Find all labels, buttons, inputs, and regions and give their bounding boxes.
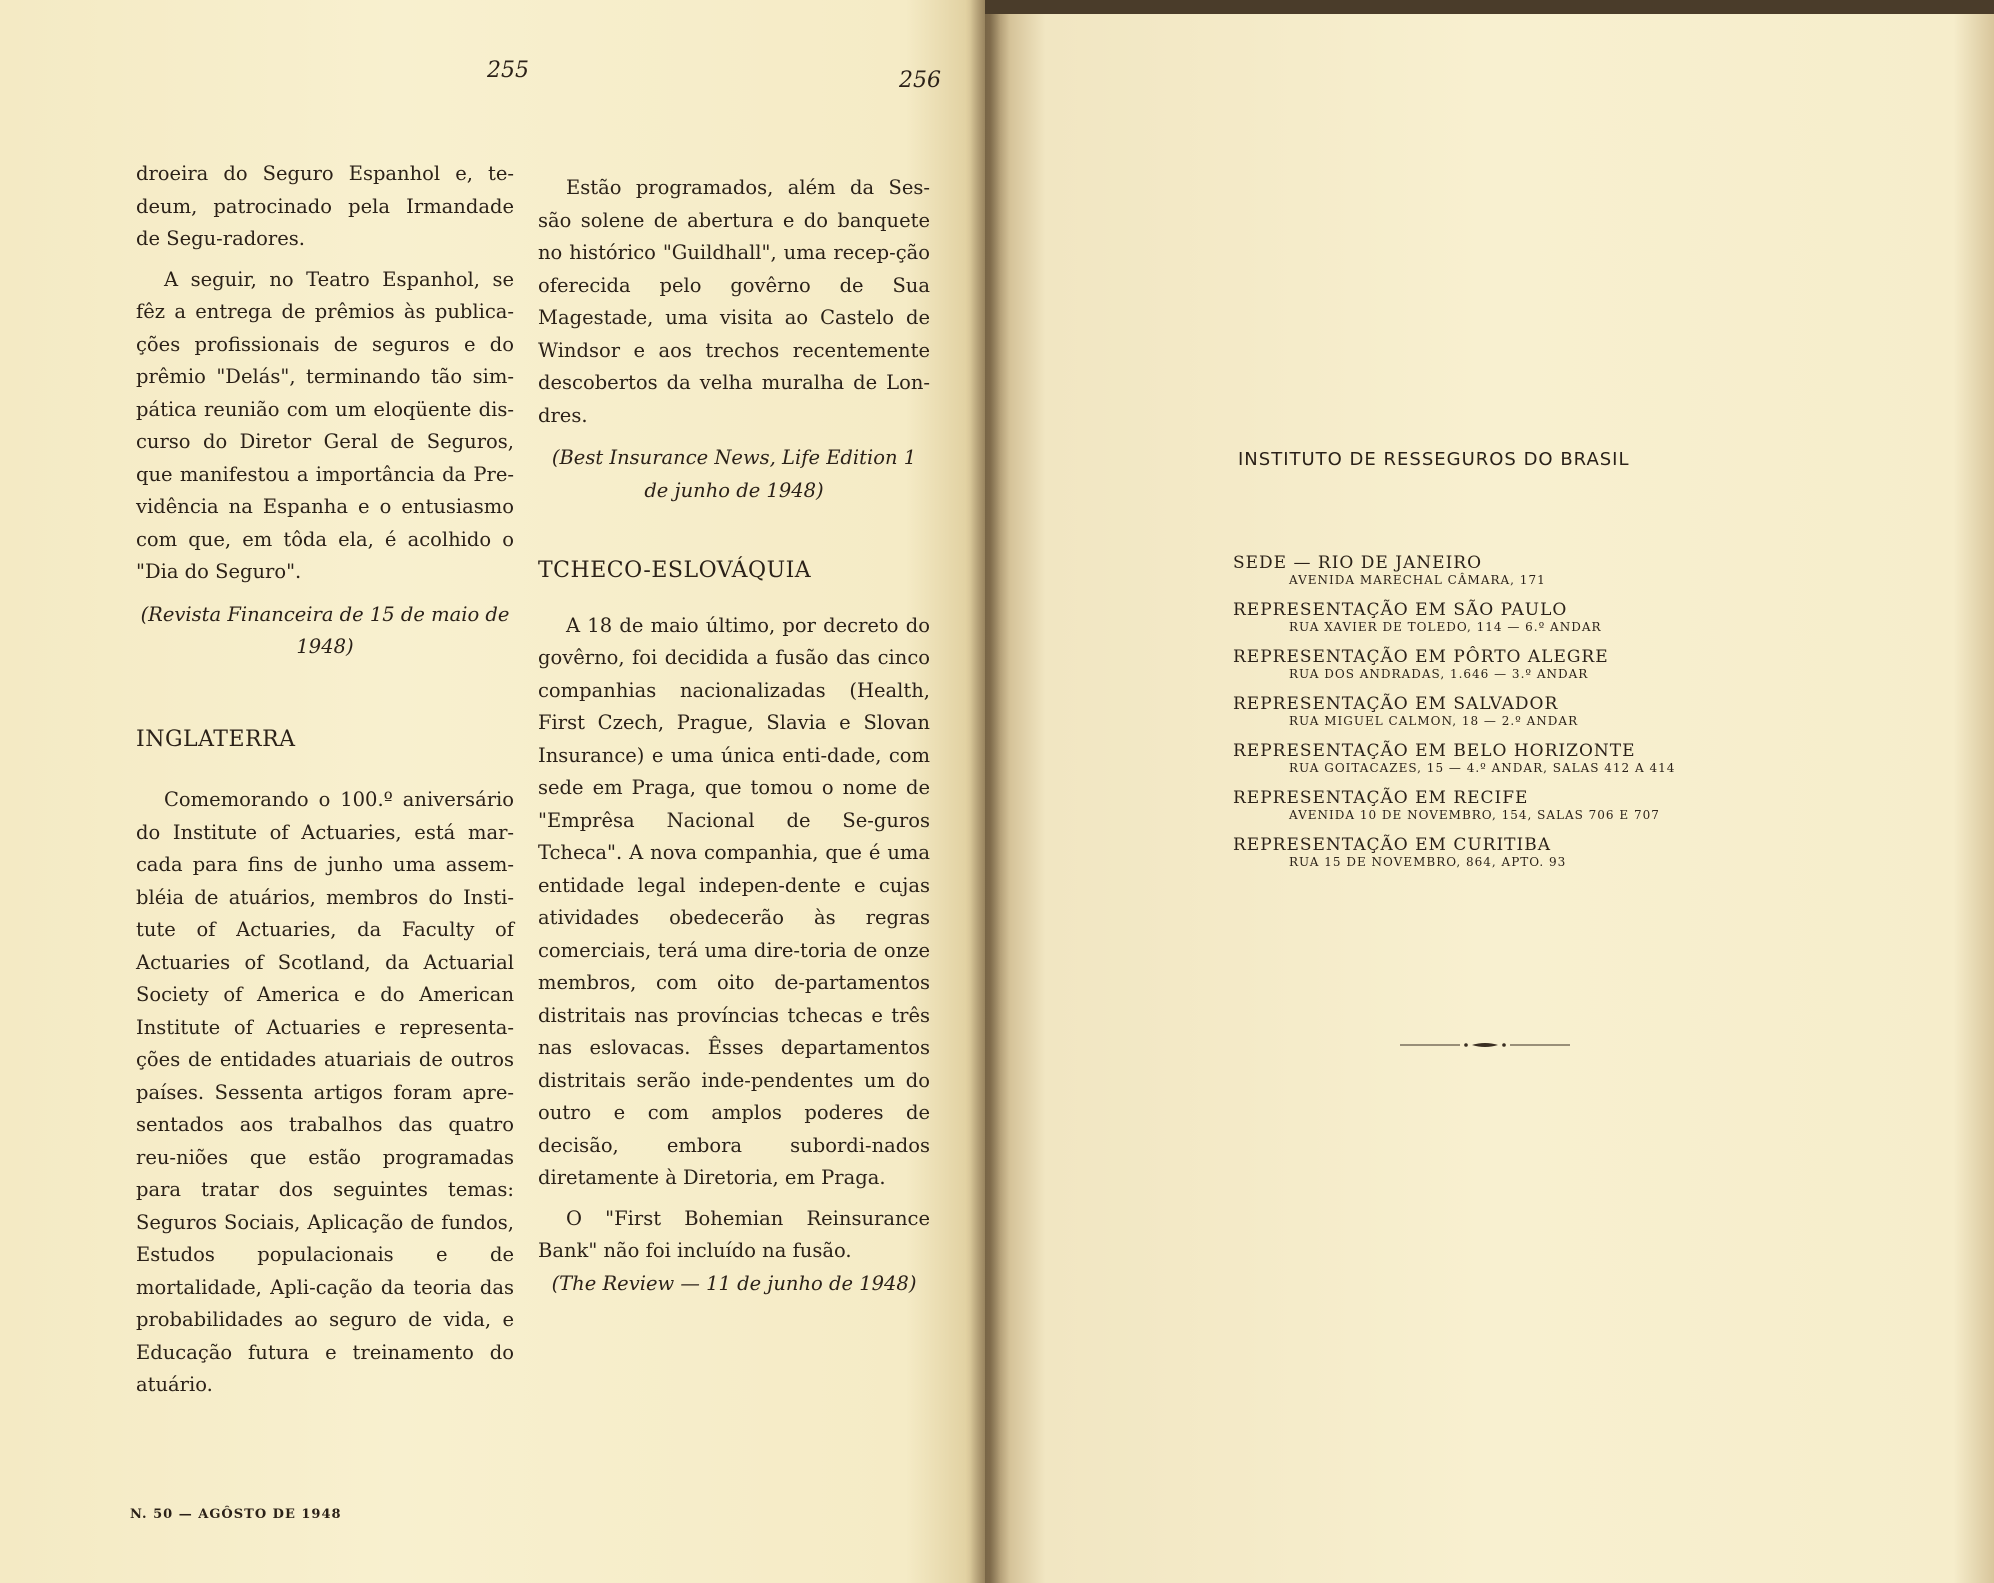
address-entry <box>1233 694 1793 728</box>
footer-issue: N. 50 — AGÔSTO DE 1948 <box>130 1507 342 1522</box>
page-number-256: 256 <box>899 68 941 93</box>
paragraph: Estão programados, além da Ses-são solene de abertura e do banquete no histórico "Guildhall", uma recep-ção oferecida pelo govêrno de Sua Magestade, uma visita ao Castelo de Windsor e aos trechos recentemente descobertos da velha muralha de Lon-dres. <box>538 176 930 427</box>
paragraph: A 18 de maio último, por decreto do govêrno, foi decidida a fusão das cinco companhias nacionalizadas (Health, First Czech, Prague, Slavia e Slovan Insurance) e uma única enti-dade, com sede em Praga, que tomou o nome de "Emprêsa Nacional de Se-guros Tcheca". A nova companhia, que é uma entidade legal indepen-dente e cujas atividades obedecerão às regras comerciais, terá uma dire-toria de onze membros, com oito de-partamentos distritais nas províncias tchecas e três nas eslovacas. Êsses departamentos distritais serão inde-pendentes um do outro e com amplos poderes de decisão, embora subordi-nados diretamente à Diretoria, em Praga. <box>538 613 930 1189</box>
right-text-column <box>538 172 930 1300</box>
address-list <box>1233 553 1793 882</box>
address-line: RUA XAVIER DE TOLEDO, 114 — 6.º ANDAR <box>1289 620 1602 634</box>
ornament-divider <box>1400 1040 1570 1050</box>
address-entry <box>1233 835 1793 869</box>
address-entry <box>1233 788 1793 822</box>
address-title: REPRESENTAÇÃO EM SÃO PAULO <box>1233 600 1568 620</box>
source-citation: (Revista Financeira de 15 de maio de 1948) <box>140 602 510 658</box>
address-line: RUA GOITACAZES, 15 — 4.º ANDAR, SALAS 412 A 414 <box>1289 761 1676 775</box>
address-line: RUA 15 DE NOVEMBRO, 864, APTO. 93 <box>1289 855 1567 869</box>
address-line: RUA MIGUEL CALMON, 18 — 2.º ANDAR <box>1289 714 1579 728</box>
address-title: REPRESENTAÇÃO EM PÔRTO ALEGRE <box>1233 647 1609 667</box>
address-entry <box>1233 647 1793 681</box>
source-citation: (Best Insurance News, Life Edition 1 de junho de 1948) <box>551 446 917 502</box>
address-title: SEDE — RIO DE JANEIRO <box>1233 553 1483 573</box>
paragraph: Comemorando o 100.º aniversário do Institute of Actuaries, está mar-cada para fins de junho uma assem-bléia de atuários, membros do Insti-tute of Actuaries, da Faculty of Actuaries of Scotland, da Actuarial Society of America e do American Institute of Actuaries e representa-ções de entidades atuariais de outros países. Sessenta artigos foram apre-sentados aos trabalhos das quatro reu-niões que estão programadas para tratar dos seguintes temas: Seguros Sociais, Aplicação de fundos, Estudos populacionais e de mortalidade, Apli-cação da teoria das probabilidades ao seguro de vida, e Educação futura e treinamento do atuário. <box>136 788 514 1396</box>
section-heading-tcheco-eslovaquia: TCHECO-ESLOVÁQUIA <box>538 558 812 583</box>
address-title: REPRESENTAÇÃO EM RECIFE <box>1233 788 1529 808</box>
section-heading-inglaterra: INGLATERRA <box>136 726 296 752</box>
page-edge <box>985 0 1994 14</box>
page-number-255: 255 <box>487 58 529 83</box>
address-line: AVENIDA 10 DE NOVEMBRO, 154, SALAS 706 E 707 <box>1289 808 1660 822</box>
address-entry <box>1233 741 1793 775</box>
paragraph: A seguir, no Teatro Espanhol, se fêz a entrega de prêmios às publica-ções profissionais de seguros e do prêmio "Delás", terminando tão sim-pática reunião com um eloqüente dis-curso do Diretor Geral de Seguros, que manifestou a importância da Pre-vidência na Espanha e o entusiasmo com que, em tôda ela, é acolhido o "Dia do Seguro". <box>136 267 514 583</box>
paragraph: O "First Bohemian Reinsurance Bank" não foi incluído na fusão. <box>538 1206 930 1262</box>
address-title: REPRESENTAÇÃO EM SALVADOR <box>1233 694 1559 714</box>
address-entry <box>1233 553 1793 587</box>
left-text-column <box>136 158 514 1402</box>
source-citation: (The Review — 11 de junho de 1948) <box>551 1271 917 1295</box>
institute-title: INSTITUTO DE RESSEGUROS DO BRASIL <box>1238 449 1630 470</box>
book-spine <box>970 0 1010 1583</box>
paragraph: droeira do Seguro Espanhol e, te-deum, patrocinado pela Irmandade de Segu-radores. <box>136 162 514 250</box>
address-title: REPRESENTAÇÃO EM CURITIBA <box>1233 835 1551 855</box>
address-entry <box>1233 600 1793 634</box>
address-title: REPRESENTAÇÃO EM BELO HORIZONTE <box>1233 741 1636 761</box>
address-line: RUA DOS ANDRADAS, 1.646 — 3.º ANDAR <box>1289 667 1589 681</box>
address-line: AVENIDA MARECHAL CÂMARA, 171 <box>1289 573 1546 587</box>
